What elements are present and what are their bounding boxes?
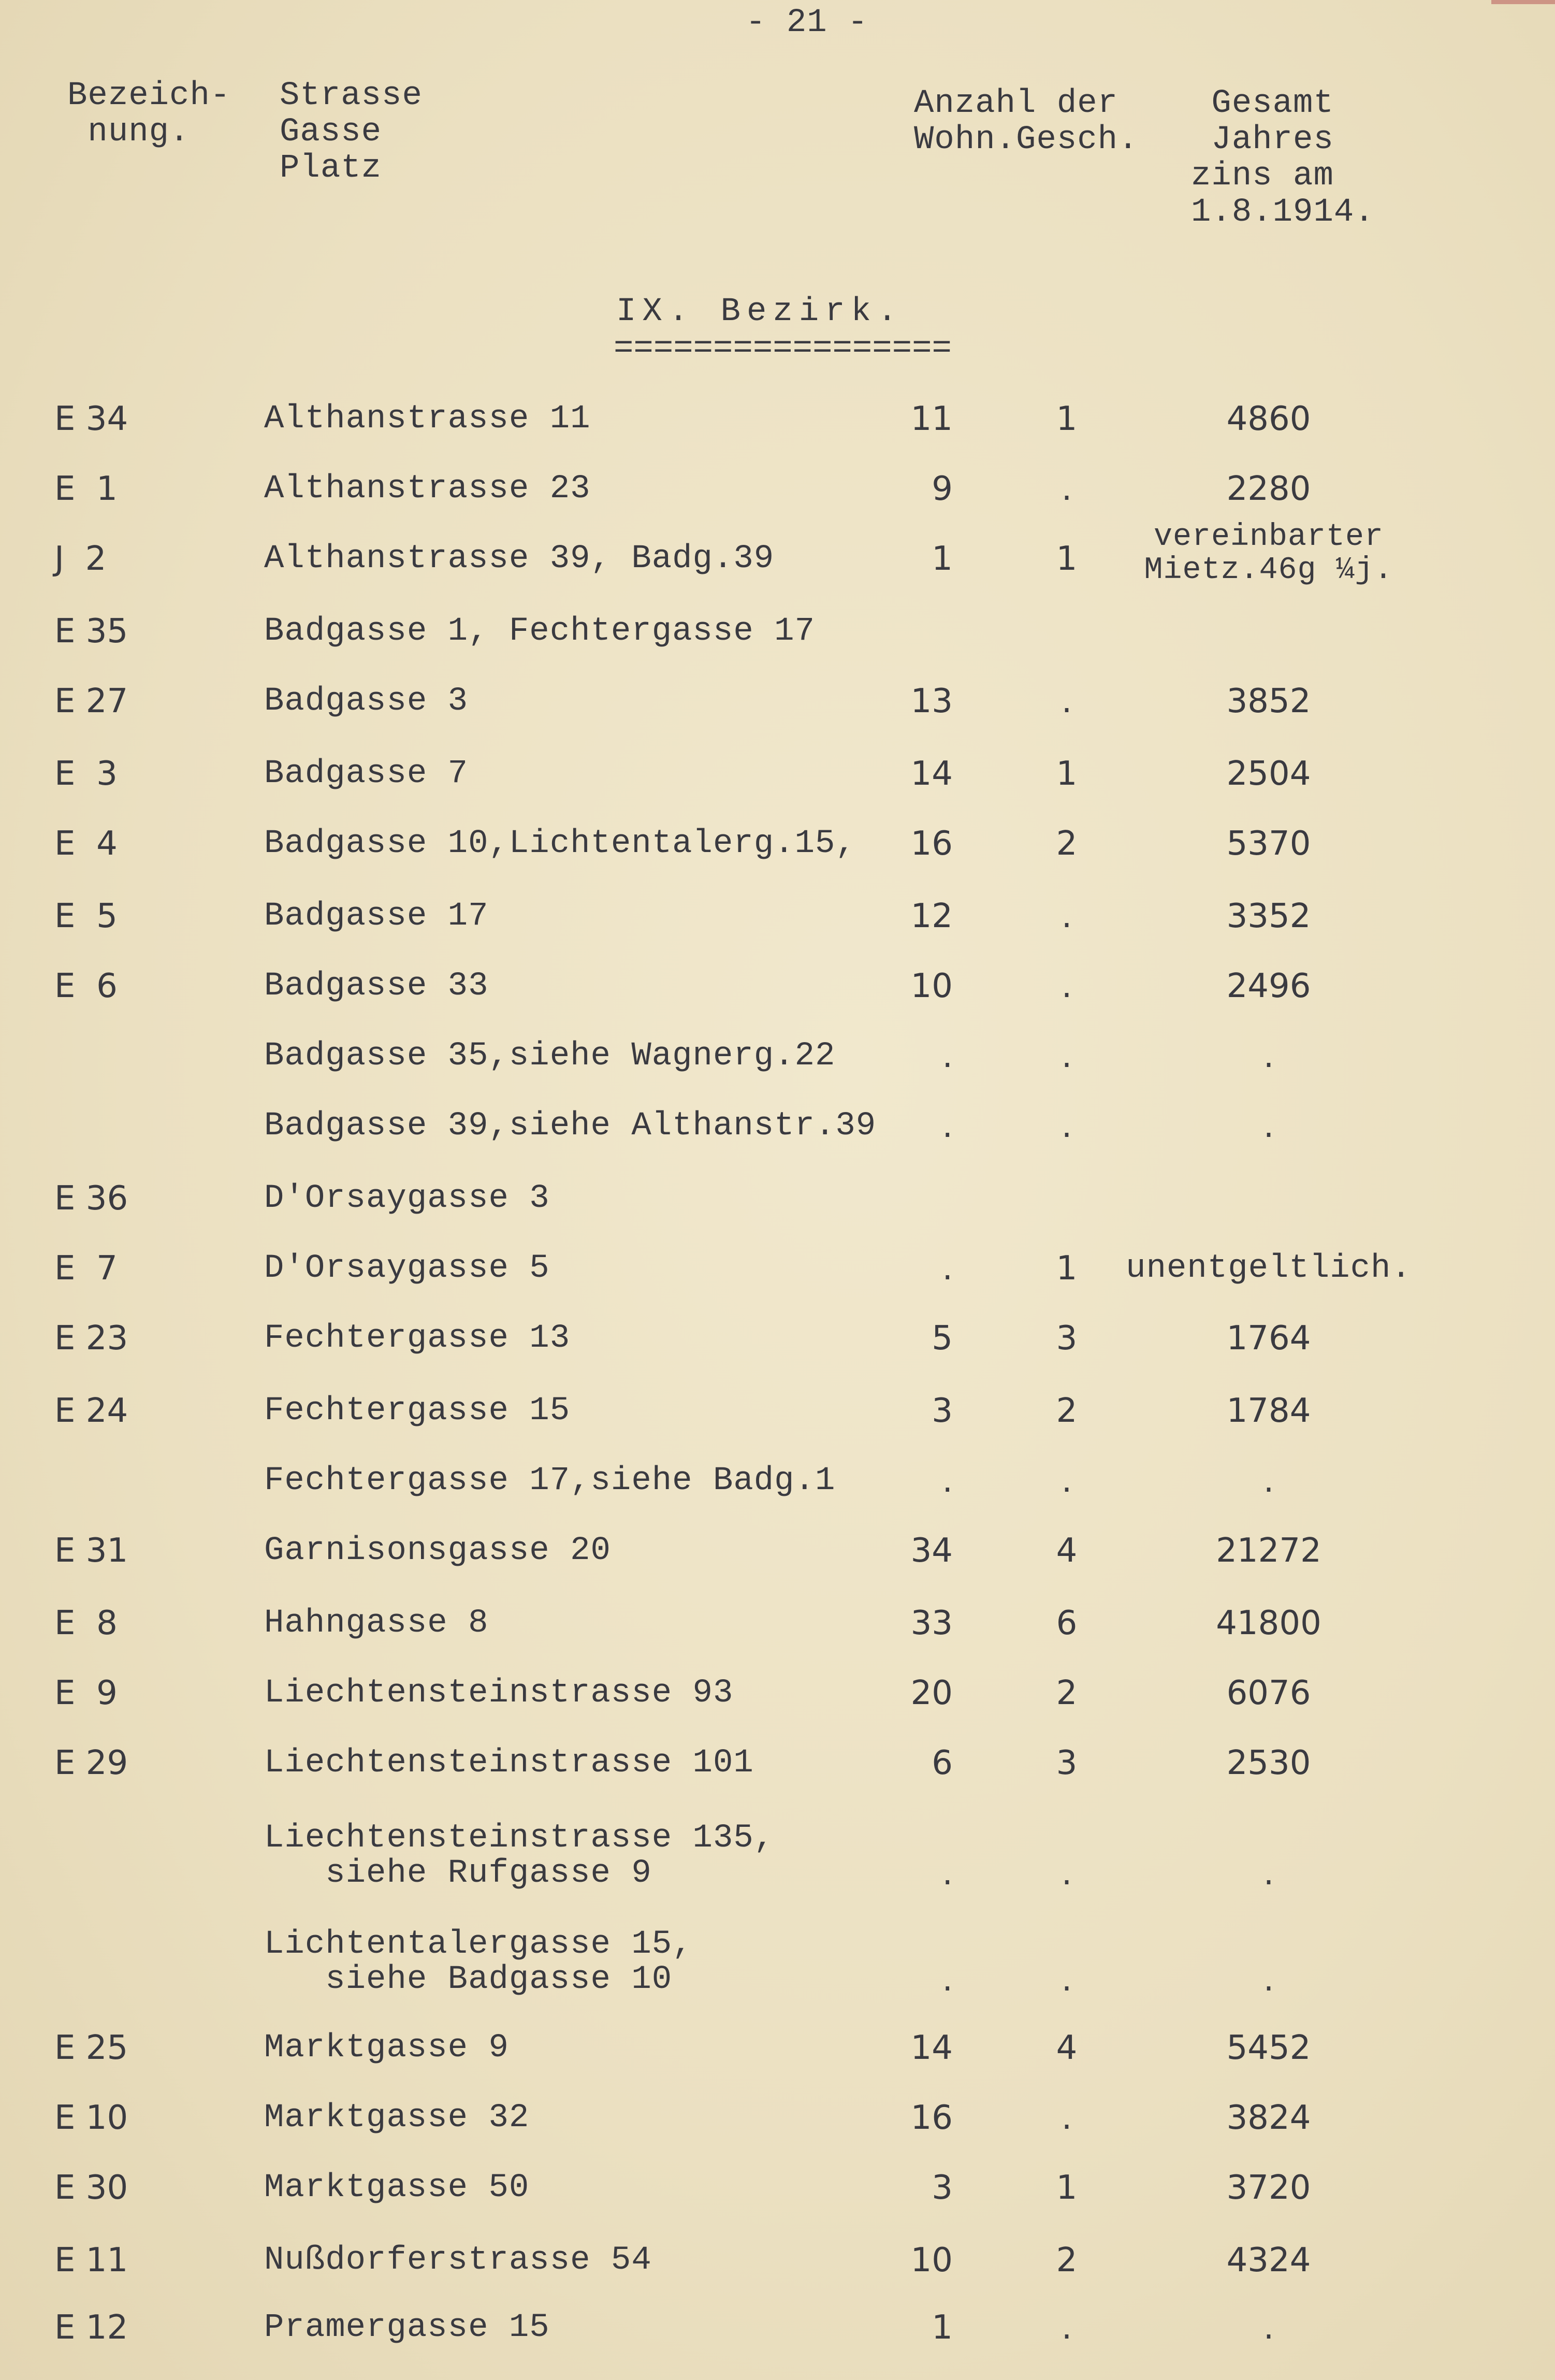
row-total: 3852 <box>1226 682 1311 720</box>
row-wohnungen: 12 <box>910 897 953 935</box>
row-total: 5370 <box>1226 825 1311 863</box>
row-geschaefte: 3 <box>1056 1744 1078 1782</box>
row-id: E 31 <box>54 1532 128 1570</box>
row-wohnungen: 10 <box>910 2241 953 2280</box>
row-wohnungen: . <box>942 1037 953 1075</box>
row-id: E 36 <box>54 1179 128 1218</box>
row-street: Althanstrasse 23 <box>264 470 591 508</box>
row-total: 1764 <box>1226 1319 1311 1358</box>
row-wohnungen: 10 <box>910 967 953 1005</box>
row-geschaefte: 2 <box>1056 1392 1078 1430</box>
row-wohnungen: 16 <box>910 825 953 863</box>
row-total: 3720 <box>1226 2169 1311 2207</box>
row-street: Badgasse 10,Lichtentalerg.15, <box>264 825 856 862</box>
row-id: E 9 <box>54 1674 118 1712</box>
row-id: E 29 <box>54 1744 128 1782</box>
row-wohnungen: 16 <box>910 2099 953 2137</box>
row-wohnungen: . <box>942 1249 953 1288</box>
row-id: E 23 <box>54 1319 128 1358</box>
row-total: 2280 <box>1226 470 1311 508</box>
row-id: E 1 <box>54 470 118 508</box>
row-geschaefte: 4 <box>1056 2029 1078 2067</box>
row-street: Fechtergasse 17,siehe Badg.1 <box>264 1462 836 1499</box>
row-id: E 8 <box>54 1604 118 1642</box>
row-total: 1784 <box>1226 1392 1311 1430</box>
row-total: . <box>1263 1462 1274 1500</box>
row-geschaefte: 4 <box>1056 1532 1078 1570</box>
row-id: E 3 <box>54 755 118 793</box>
row-wohnungen: 11 <box>910 400 953 438</box>
row-street: Lichtentalergasse 15, siehe Badgasse 10 <box>264 1926 693 1998</box>
row-total: 21272 <box>1216 1532 1321 1570</box>
row-geschaefte: 1 <box>1056 755 1078 793</box>
row-total: 5452 <box>1226 2029 1311 2067</box>
row-id: E 27 <box>54 682 128 720</box>
row-id: E 7 <box>54 1249 118 1288</box>
row-street: Badgasse 3 <box>264 683 469 720</box>
header-anzahl: Anzahl der Wohn.Gesch. <box>914 85 1139 158</box>
row-street: Althanstrasse 39, Badg.39 <box>264 540 775 578</box>
row-total: 3824 <box>1226 2099 1311 2137</box>
row-total: . <box>1263 2309 1274 2347</box>
row-street: Badgasse 33 <box>264 968 489 1005</box>
row-street: Badgasse 1, Fechtergasse 17 <box>264 613 815 650</box>
row-total: 3352 <box>1226 897 1311 935</box>
row-street: Garnisonsgasse 20 <box>264 1532 611 1569</box>
row-geschaefte: 1 <box>1056 400 1078 438</box>
row-street: Liechtensteinstrasse 93 <box>264 1675 734 1712</box>
row-wohnungen: 9 <box>932 470 953 508</box>
row-total: 4860 <box>1226 400 1311 438</box>
row-id: E 24 <box>54 1392 128 1430</box>
row-geschaefte: . <box>1061 1462 1072 1500</box>
row-wohnungen: 1 <box>932 540 953 578</box>
row-id: E 6 <box>54 967 118 1005</box>
row-wohnungen: 6 <box>932 1744 953 1782</box>
row-total: . <box>1263 1854 1274 1893</box>
row-wohnungen: . <box>942 1107 953 1145</box>
row-wohnungen: . <box>942 1960 953 1999</box>
row-total: unentgeltlich. <box>1126 1250 1412 1287</box>
district-title: IX. Bezirk. <box>616 293 904 330</box>
row-geschaefte: 3 <box>1056 1319 1078 1358</box>
row-total: . <box>1263 1960 1274 1999</box>
row-street: Badgasse 39,siehe Althanstr.39 <box>264 1107 877 1145</box>
row-street: Badgasse 7 <box>264 755 469 792</box>
row-geschaefte: 2 <box>1056 2241 1078 2280</box>
row-street: Fechtergasse 13 <box>264 1320 571 1357</box>
row-geschaefte: . <box>1061 967 1072 1005</box>
header-gesamt: Gesamt Jahres zins am 1.8.1914. <box>1191 85 1375 231</box>
page-edge-mark <box>1491 0 1555 4</box>
row-geschaefte: . <box>1061 2309 1072 2347</box>
row-street: Badgasse 35,siehe Wagnerg.22 <box>264 1037 836 1075</box>
row-street: Marktgasse 50 <box>264 2169 530 2206</box>
row-street: Marktgasse 32 <box>264 2099 530 2137</box>
row-id: E 34 <box>54 400 128 438</box>
row-wohnungen: 13 <box>910 682 953 720</box>
row-id: E 25 <box>54 2029 128 2067</box>
row-street: Althanstrasse 11 <box>264 400 591 438</box>
row-street: Marktgasse 9 <box>264 2029 509 2067</box>
row-id: E 11 <box>54 2241 128 2280</box>
row-total: 6076 <box>1226 1674 1311 1712</box>
row-street: D'Orsaygasse 5 <box>264 1250 550 1287</box>
row-street: Fechtergasse 15 <box>264 1392 571 1430</box>
row-geschaefte: 2 <box>1056 1674 1078 1712</box>
row-id: J 2 <box>54 540 107 578</box>
row-geschaefte: . <box>1061 1037 1072 1075</box>
row-geschaefte: . <box>1061 682 1072 720</box>
row-id: E 30 <box>54 2169 128 2207</box>
row-wohnungen: 1 <box>932 2309 953 2347</box>
district-underline: ================= <box>614 330 952 368</box>
row-wohnungen: 14 <box>910 2029 953 2067</box>
row-id: E 12 <box>54 2309 128 2347</box>
row-geschaefte: 1 <box>1056 540 1078 578</box>
row-geschaefte: 2 <box>1056 825 1078 863</box>
row-wohnungen: . <box>942 1462 953 1500</box>
row-id: E 4 <box>54 825 118 863</box>
row-wohnungen: 5 <box>932 1319 953 1358</box>
row-geschaefte: . <box>1061 470 1072 508</box>
row-total: 2496 <box>1226 967 1311 1005</box>
row-geschaefte: . <box>1061 1107 1072 1145</box>
row-street: Badgasse 17 <box>264 898 489 935</box>
header-strasse: Strasse Gasse Platz <box>280 77 423 187</box>
row-wohnungen: 33 <box>910 1604 953 1642</box>
row-street: Hahngasse 8 <box>264 1605 489 1642</box>
row-geschaefte: 1 <box>1056 2169 1078 2207</box>
row-geschaefte: . <box>1061 1854 1072 1893</box>
row-geschaefte: 1 <box>1056 1249 1078 1288</box>
header-bezeichnung: Bezeich- nung. <box>67 77 231 151</box>
row-geschaefte: . <box>1061 1960 1072 1999</box>
row-total: 2530 <box>1226 1744 1311 1782</box>
row-wohnungen: 20 <box>910 1674 953 1712</box>
row-wohnungen: 3 <box>932 1392 953 1430</box>
row-total: 4324 <box>1226 2241 1311 2280</box>
row-total: . <box>1263 1107 1274 1145</box>
row-id: E 5 <box>54 897 118 935</box>
row-geschaefte: . <box>1061 897 1072 935</box>
row-wohnungen: 14 <box>910 755 953 793</box>
row-geschaefte: . <box>1061 2099 1072 2137</box>
row-street: Liechtensteinstrasse 101 <box>264 1744 754 1782</box>
row-geschaefte: 6 <box>1056 1604 1078 1642</box>
row-street: Liechtensteinstrasse 135, siehe Rufgasse 9 <box>264 1820 775 1892</box>
row-total: vereinbarter Mietz.46g ¼j. <box>1144 520 1393 588</box>
row-total: . <box>1263 1037 1274 1075</box>
row-street: Nußdorferstrasse 54 <box>264 2242 652 2279</box>
row-street: D'Orsaygasse 3 <box>264 1180 550 1217</box>
row-total: 2504 <box>1226 755 1311 793</box>
row-id: E 10 <box>54 2099 128 2137</box>
row-wohnungen: . <box>942 1854 953 1893</box>
row-total: 41800 <box>1216 1604 1321 1642</box>
row-wohnungen: 3 <box>932 2169 953 2207</box>
page-number: - 21 - <box>746 4 868 41</box>
row-id: E 35 <box>54 612 128 651</box>
row-street: Pramergasse 15 <box>264 2309 550 2346</box>
row-wohnungen: 34 <box>910 1532 953 1570</box>
